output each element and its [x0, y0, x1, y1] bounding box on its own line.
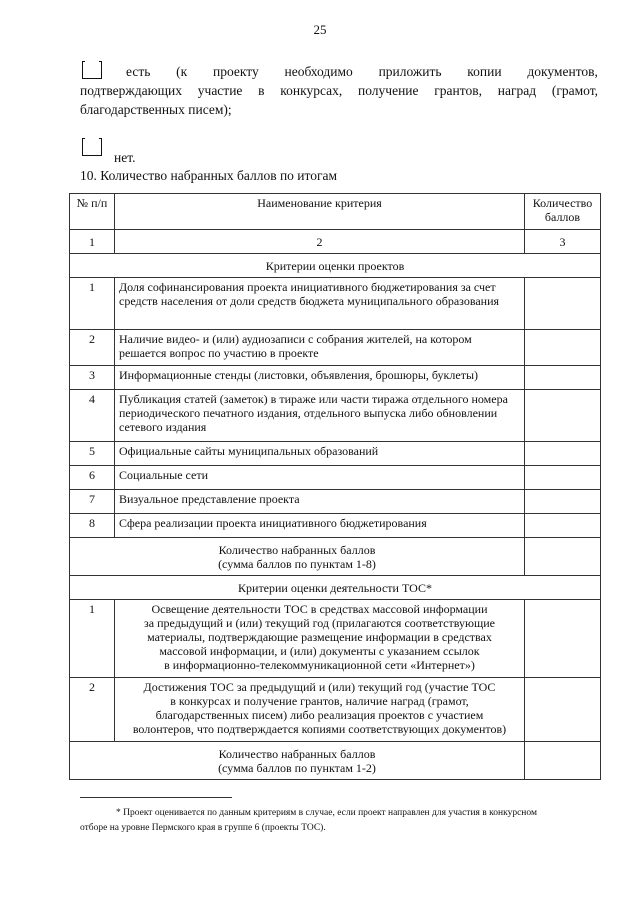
- criterion-text: Наличие видео- и (или) аудиозаписи с собрания жителей, на котором решается вопрос по участию в проекте: [115, 330, 525, 366]
- points-cell[interactable]: [525, 330, 601, 366]
- points-cell[interactable]: [525, 278, 601, 330]
- row-number: 5: [70, 442, 115, 466]
- row-number: 1: [70, 278, 115, 330]
- criterion-line: в информационно-телекоммуникационной сети «Интернет»): [164, 658, 475, 672]
- criteria-table: [69, 193, 601, 780]
- criterion-line: волонтеров, что подтверждается копиями соответствующих документов): [132, 722, 507, 736]
- word: приложить: [378, 64, 442, 79]
- row-number: 6: [70, 466, 115, 490]
- word: документов,: [527, 64, 598, 79]
- word: копии: [467, 64, 502, 79]
- option-yes-text: [80, 62, 598, 119]
- criterion-line: Достижения ТОС за предыдущий и (или) текущий год (участие ТОС: [143, 680, 496, 694]
- row-number: 2: [70, 678, 115, 742]
- page-number: 25: [313, 22, 327, 37]
- header-points: Количество баллов: [525, 194, 601, 230]
- criterion-line: Освещение деятельности ТОС в средствах массовой информации: [151, 602, 488, 616]
- header-number: № п/п: [70, 194, 115, 230]
- column-number-1: 1: [70, 230, 115, 254]
- points-cell[interactable]: [525, 678, 601, 742]
- criterion-line: массовой информации, и (или) документы с указанием ссылок: [159, 644, 480, 658]
- option-yes-line2: подтверждающих участие в конкурсах, получение грантов, наград (грамот,: [80, 83, 598, 98]
- criterion-line: за предыдущий и (или) текущий год (прилагаются соответствующие: [144, 616, 495, 630]
- criterion-text: Социальные сети: [115, 466, 525, 490]
- header-criterion: Наименование критерия: [115, 194, 525, 230]
- row-number: 2: [70, 330, 115, 366]
- section-heading: 10. Количество набранных баллов по итогам: [80, 168, 338, 183]
- word: необходимо: [284, 64, 353, 79]
- criterion-text: Доля софинансирования проекта инициативного бюджетирования за счет средств населения от доли средств бюджета муниципального образования: [115, 278, 525, 330]
- criterion-text: [115, 600, 525, 678]
- section2-total-label: [70, 742, 525, 780]
- total-label-line: Количество набранных баллов: [218, 542, 376, 557]
- section2-total-points[interactable]: [525, 742, 601, 780]
- criterion-line: в конкурсах и получение грантов, наличие наград (грамот,: [170, 694, 469, 708]
- section2-title: Критерии оценки деятельности ТОС*: [70, 576, 601, 600]
- column-number-3: 3: [525, 230, 601, 254]
- points-cell[interactable]: [525, 442, 601, 466]
- checkbox-no[interactable]: [82, 138, 102, 156]
- criterion-line: благодарственных писем) либо реализация проектов с участием: [155, 708, 484, 722]
- total-label-line: (сумма баллов по пунктам 1-2): [218, 760, 376, 775]
- option-yes-line3: благодарственных писем);: [80, 102, 232, 117]
- option-no-text: нет.: [114, 150, 136, 165]
- word: (к: [176, 64, 188, 79]
- footnote-line2: отборе на уровне Пермского края в группе 6 (проекты ТОС).: [80, 823, 326, 833]
- section1-total-label: [70, 538, 525, 576]
- points-cell[interactable]: [525, 366, 601, 390]
- total-label-line: Количество набранных баллов: [218, 746, 376, 761]
- row-number: 4: [70, 390, 115, 442]
- option-yes-line1: [80, 62, 598, 81]
- criterion-text: Информационные стенды (листовки, объявления, брошюры, буклеты): [115, 366, 525, 390]
- section1-total-points[interactable]: [525, 538, 601, 576]
- row-number: 3: [70, 366, 115, 390]
- row-number: 8: [70, 514, 115, 538]
- row-number: 7: [70, 490, 115, 514]
- criterion-text: [115, 678, 525, 742]
- total-label-line: (сумма баллов по пунктам 1-8): [218, 556, 376, 571]
- criterion-text: Визуальное представление проекта: [115, 490, 525, 514]
- criterion-text: Сфера реализации проекта инициативного бюджетирования: [115, 514, 525, 538]
- footnote-line1: * Проект оценивается по данным критериям в случае, если проект направлен для участия в конкурсном: [116, 808, 537, 818]
- points-cell[interactable]: [525, 466, 601, 490]
- footnote-divider: [80, 797, 232, 798]
- criterion-line: материалы, подтверждающие размещение информации в средствах: [147, 630, 492, 644]
- row-number: 1: [70, 600, 115, 678]
- points-cell[interactable]: [525, 600, 601, 678]
- criterion-text: Публикация статей (заметок) в тираже или части тиража отдельного номера периодического печатного издания, отдельного выпуска либо обновлении сетевого издания: [115, 390, 525, 442]
- footnote: [80, 806, 602, 836]
- points-cell[interactable]: [525, 514, 601, 538]
- column-number-2: 2: [115, 230, 525, 254]
- word: есть: [126, 64, 151, 79]
- section1-title: Критерии оценки проектов: [70, 254, 601, 278]
- points-cell[interactable]: [525, 390, 601, 442]
- points-cell[interactable]: [525, 490, 601, 514]
- criterion-text: Официальные сайты муниципальных образований: [115, 442, 525, 466]
- word: проекту: [212, 64, 259, 79]
